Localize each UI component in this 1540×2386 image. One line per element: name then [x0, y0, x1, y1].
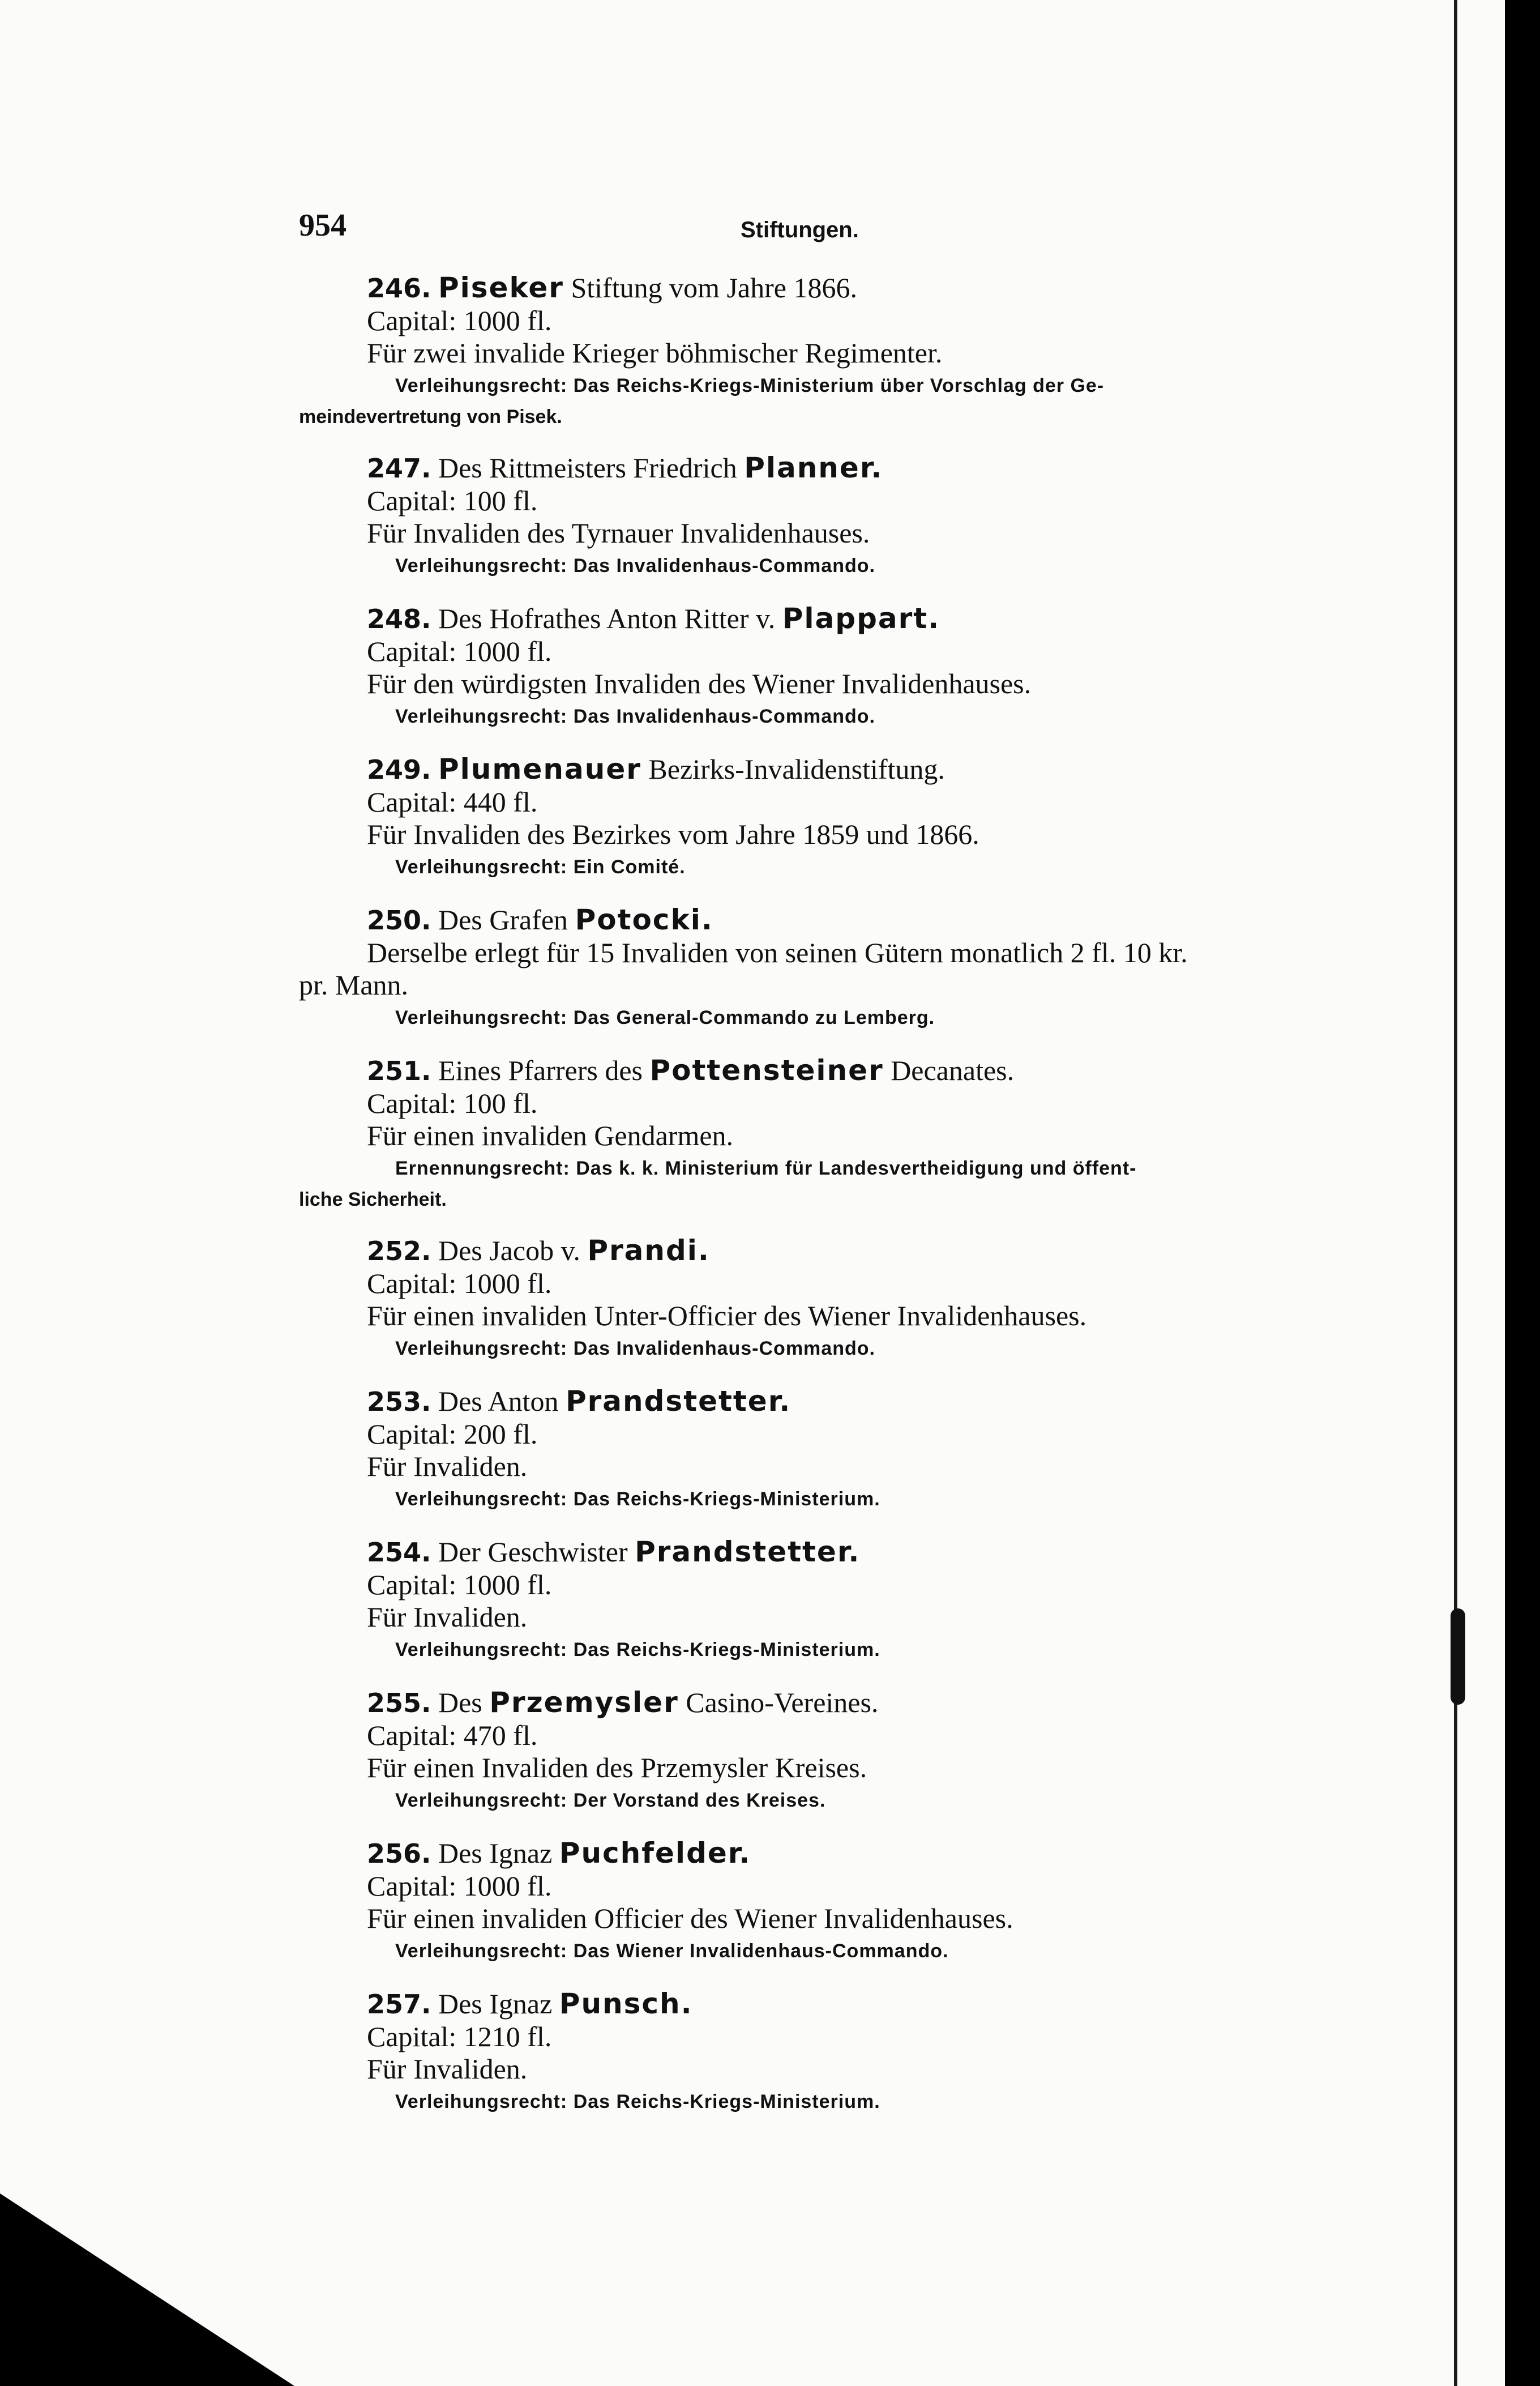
entry-number: 249.: [367, 754, 431, 785]
purpose-line: Für Invaliden des Tyrnauer Invalidenhauses.: [367, 517, 870, 549]
entry-title: [299, 272, 1346, 305]
foundation-name: Plappart.: [782, 602, 940, 635]
book-binding: [1505, 0, 1540, 2386]
grant-right: Verleihungsrecht: Das Invalidenhaus-Commando.: [395, 1338, 875, 1359]
entry-title-text: Der Geschwister: [431, 1536, 635, 1568]
appointment-right: Ernennungsrecht: Das k. k. Ministerium für Landesvertheidigung und öffent-: [395, 1158, 1137, 1179]
grant-right: Verleihungsrecht: Der Vorstand des Kreises.: [395, 1790, 826, 1811]
foundation-name: Prandstetter.: [566, 1385, 792, 1418]
appointment-right-cont: liche Sicherheit.: [299, 1189, 447, 1210]
capital-line: Capital: 440 fl.: [367, 786, 538, 818]
entry-number: 254.: [367, 1537, 431, 1568]
purpose-line: Für Invaliden.: [367, 1450, 528, 1482]
entry-251: [299, 1055, 1346, 1214]
grant-right: Verleihungsrecht: Das Reichs-Kriegs-Ministerium.: [395, 1488, 880, 1510]
entry-title: [299, 1687, 1346, 1719]
purpose-line: Für einen invaliden Unter-Officier des Wiener Invalidenhauses.: [367, 1300, 1087, 1331]
entry-title-text: Des: [431, 1687, 490, 1718]
capital-line: Capital: 100 fl.: [367, 485, 538, 517]
entry-252: [299, 1235, 1346, 1365]
entry-number: 250.: [367, 905, 431, 936]
capital-line: Capital: 1000 fl.: [367, 305, 552, 336]
capital-line: Capital: 100 fl.: [367, 1087, 538, 1119]
entry-number: 252.: [367, 1236, 431, 1266]
page-content: [299, 210, 1346, 2139]
foundation-name: Puchfelder.: [559, 1837, 751, 1869]
entry-250: [299, 904, 1346, 1034]
entry-number: 255.: [367, 1688, 431, 1718]
purpose-line: Für zwei invalide Krieger böhmischer Regimenter.: [367, 337, 943, 369]
entry-title-text: Des Hofrathes Anton Ritter v.: [431, 603, 782, 634]
purpose-line: Für Invaliden.: [367, 1601, 528, 1633]
entry-title-text: Des Ignaz: [431, 1837, 559, 1869]
foundation-name: Piseker: [438, 271, 564, 304]
entry-title: [299, 904, 1346, 937]
foundation-name: Potocki.: [575, 903, 713, 936]
entry-title: [299, 1536, 1346, 1569]
grant-right: Verleihungsrecht: Das Wiener Invalidenhaus-Commando.: [395, 1940, 949, 1962]
entry-number: 247.: [367, 453, 431, 484]
foundation-name: Pottensteiner: [649, 1054, 884, 1087]
entry-title: [299, 1235, 1346, 1267]
entry-title-text-after: Decanates.: [883, 1055, 1015, 1086]
entry-number: 256.: [367, 1838, 431, 1869]
capital-line: Capital: 1000 fl.: [367, 635, 552, 667]
foundation-name: Planner.: [744, 451, 883, 484]
entry-title-text: Bezirks-Invalidenstiftung.: [641, 753, 945, 785]
grant-right: Verleihungsrecht: Das Invalidenhaus-Commando.: [395, 706, 875, 727]
entry-title: [299, 1837, 1346, 1870]
foundation-name: Plumenauer: [438, 753, 641, 786]
entry-title-text: Des Ignaz: [431, 1988, 559, 2020]
page-number: 954: [299, 208, 346, 243]
capital-line: Capital: 1210 fl.: [367, 2021, 552, 2052]
entry-number: 251.: [367, 1056, 431, 1086]
entry-number: 257.: [367, 1989, 431, 2020]
entry-title-text: Eines Pfarrers des: [431, 1055, 650, 1086]
capital-line: Capital: 470 fl.: [367, 1719, 538, 1751]
purpose-line: Für Invaliden des Bezirkes vom Jahre 1859 und 1866.: [367, 818, 979, 850]
entry-title-text: Des Anton: [431, 1385, 566, 1417]
entry-253: [299, 1385, 1346, 1516]
grant-right: Verleihungsrecht: Das Reichs-Kriegs-Ministerium.: [395, 2091, 880, 2112]
entry-title-text: Des Rittmeisters Friedrich: [431, 452, 745, 484]
entry-255: [299, 1687, 1346, 1817]
grant-right: Verleihungsrecht: Das General-Commando zu Lemberg.: [395, 1007, 935, 1028]
entry-title: [299, 452, 1346, 485]
purpose-line: Für Invaliden.: [367, 2053, 528, 2085]
entry-number: 253.: [367, 1386, 431, 1417]
entry-title: [299, 1988, 1346, 2021]
entry-257: [299, 1988, 1346, 2118]
foundation-name: Punsch.: [559, 1987, 693, 2020]
purpose-line-cont: pr. Mann.: [299, 969, 409, 1001]
entry-254: [299, 1536, 1346, 1666]
foundation-name: Przemysler: [489, 1686, 679, 1719]
grant-right: Verleihungsrecht: Das Reichs-Kriegs-Ministerium über Vorschlag der Ge-: [395, 375, 1105, 396]
purpose-line: Für einen invaliden Gendarmen.: [367, 1120, 734, 1151]
running-head: Stiftungen.: [741, 217, 859, 242]
foundation-name: Prandstetter.: [635, 1535, 861, 1568]
entry-title: [299, 1385, 1346, 1418]
entry-249: [299, 753, 1346, 883]
entry-title-text: Des Grafen: [431, 904, 575, 936]
capital-line: Capital: 1000 fl.: [367, 1569, 552, 1600]
entry-247: [299, 452, 1346, 582]
capital-line: Capital: 200 fl.: [367, 1418, 538, 1450]
purpose-line: Derselbe erlegt für 15 Invaliden von seinen Gütern monatlich 2 fl. 10 kr.: [367, 937, 1188, 968]
entry-title: [299, 603, 1346, 635]
entry-title-text: Des Jacob v.: [431, 1235, 588, 1266]
entry-title-text-after: Casino-Vereines.: [678, 1687, 879, 1718]
purpose-line: Für den würdigsten Invaliden des Wiener Invalidenhauses.: [367, 668, 1032, 699]
entry-title-text: Stiftung vom Jahre 1866.: [563, 272, 857, 304]
entry-title: [299, 1055, 1346, 1087]
purpose-line: Für einen invaliden Officier des Wiener Invalidenhauses.: [367, 1902, 1013, 1934]
entry-256: [299, 1837, 1346, 1967]
grant-right: Verleihungsrecht: Ein Comité.: [395, 856, 686, 878]
capital-line: Capital: 1000 fl.: [367, 1267, 552, 1299]
entry-248: [299, 603, 1346, 733]
grant-right-cont: meindevertretung von Pisek.: [299, 406, 562, 428]
entry-number: 246.: [367, 273, 431, 304]
grant-right: Verleihungsrecht: Das Invalidenhaus-Commando.: [395, 555, 875, 577]
capital-line: Capital: 1000 fl.: [367, 1870, 552, 1902]
purpose-line: Für einen Invaliden des Przemysler Kreises.: [367, 1752, 867, 1783]
entry-number: 248.: [367, 604, 431, 634]
foundation-name: Prandi.: [587, 1234, 710, 1267]
entry-246: [299, 272, 1346, 432]
grant-right: Verleihungsrecht: Das Reichs-Kriegs-Ministerium.: [395, 1639, 880, 1661]
entry-title: [299, 753, 1346, 786]
page-edge: [1454, 0, 1457, 2386]
page-header: [299, 210, 1346, 272]
binding-clasp: [1451, 1608, 1465, 1705]
scan-shadow: [0, 2193, 294, 2386]
